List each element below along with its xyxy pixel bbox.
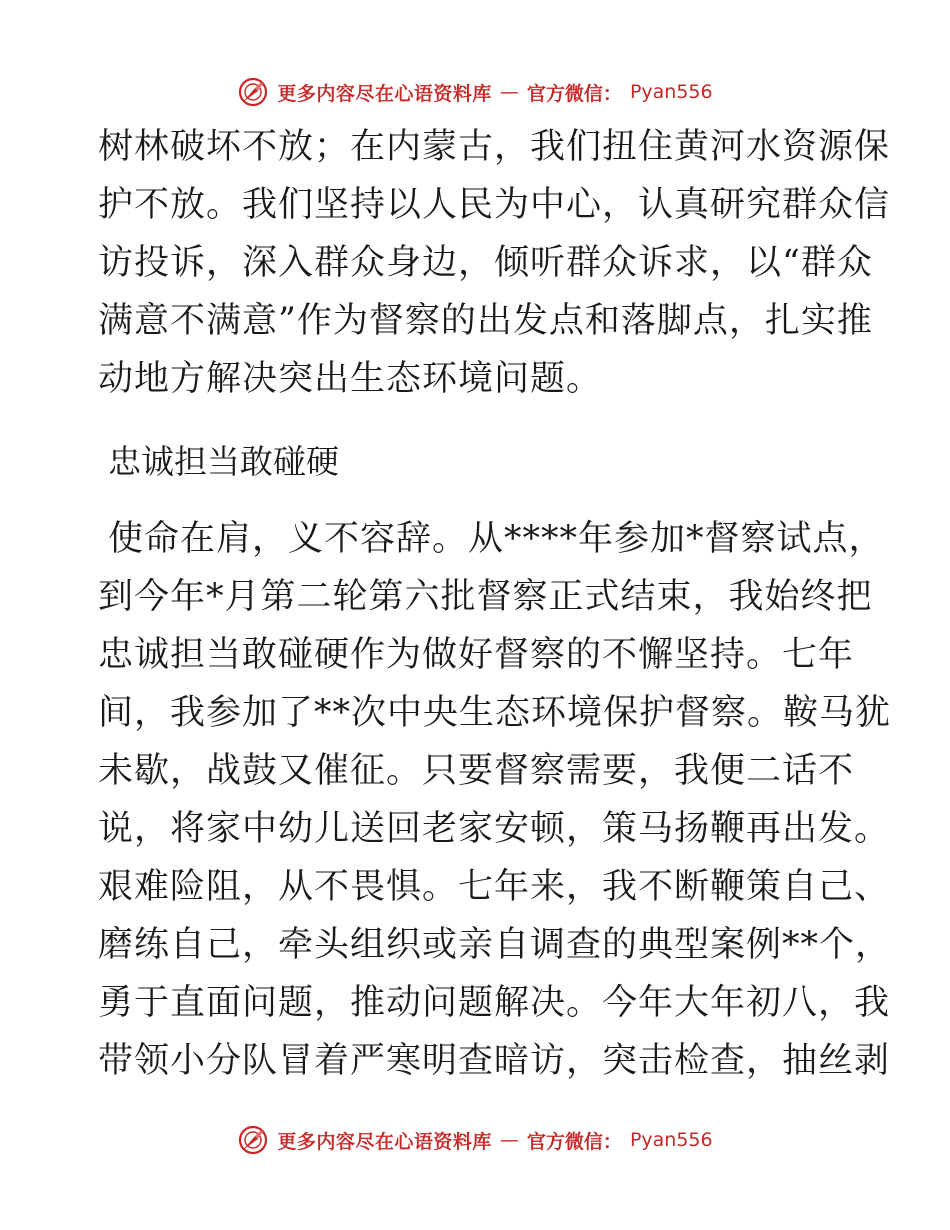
text-line: 艰难险阻，从不畏惧。七年来，我不断鞭策自己、 (98, 867, 891, 907)
text-line: 护不放。我们坚持以人民为中心，认真研究群众信 (98, 185, 891, 225)
watermark-dash: — (499, 1129, 519, 1151)
paragraph-2 (98, 510, 892, 1090)
text-line: 说，将家中幼儿送回老家安顿，策马扬鞭再出发。 (98, 809, 891, 849)
text-line: 动地方解决突出生态环境问题。 (98, 359, 603, 399)
pen-logo-icon (237, 1124, 269, 1156)
text-line: 忠诚担当敢碰硬作为做好督察的不懈坚持。七年 (98, 635, 855, 675)
section-heading: 忠诚担当敢碰硬 (108, 442, 339, 481)
text-line: 到今年*月第二轮第六批督察正式结束，我始终把 (98, 577, 873, 617)
header-watermark (0, 72, 950, 112)
paragraph-1 (98, 118, 891, 408)
document-body (98, 118, 892, 1090)
text-line: 未歇，战鼓又催征。只要督察需要，我便二话不 (98, 751, 855, 791)
text-line: 磨练自己，牵头组织或亲自调查的典型案例**个， (98, 925, 892, 965)
watermark-dash: — (499, 81, 519, 103)
footer-watermark (0, 1120, 950, 1160)
watermark-site-text: 更多内容尽在心语资料库 (277, 1130, 492, 1153)
text-line: 间，我参加了**次中央生态环境保护督察。鞍马犹 (98, 693, 892, 733)
text-line: 勇于直面问题，推动问题解决。今年大年初八，我 (98, 983, 891, 1023)
text-line: 满意不满意”作为督察的出发点和落脚点，扎实推 (98, 301, 873, 341)
watermark-site-text: 更多内容尽在心语资料库 (277, 82, 492, 105)
watermark-label: 官方微信： (526, 1130, 622, 1153)
watermark-account: Pyan556 (629, 1129, 713, 1151)
watermark-label: 官方微信： (526, 82, 622, 105)
text-line: 访投诉，深入群众身边，倾听群众诉求，以“群众 (98, 243, 873, 283)
text-line: 带领小分队冒着严寒明查暗访，突击检查，抽丝剥 (98, 1041, 891, 1081)
text-line: 树林破坏不放；在内蒙古，我们扭住黄河水资源保 (98, 127, 891, 167)
watermark-account: Pyan556 (629, 81, 713, 103)
text-line: 使命在肩，义不容辞。从****年参加*督察试点， (108, 519, 885, 559)
pen-logo-icon (237, 76, 269, 108)
